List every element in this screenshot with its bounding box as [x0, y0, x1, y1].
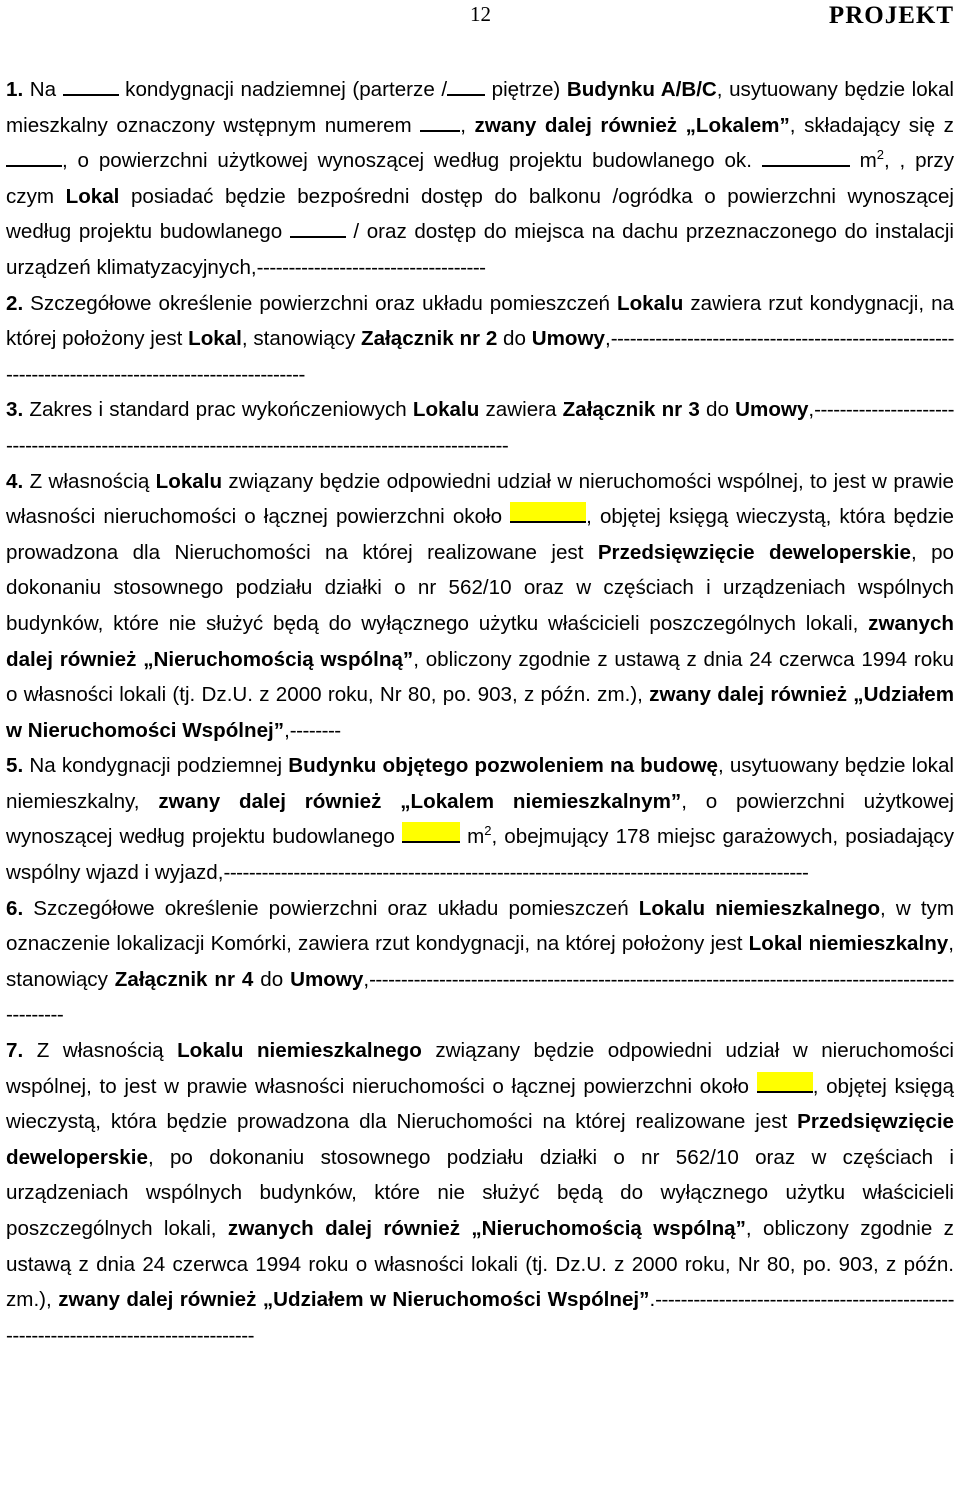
bold-term: Lokal niemieszkalny	[748, 932, 949, 956]
paragraph-text: do	[497, 327, 532, 351]
paragraph-5	[6, 748, 954, 890]
paragraph-text: , o powierzchni użytkowej wynoszącej według projektu budowlanego ok.	[62, 149, 762, 173]
paragraph-2	[6, 286, 954, 393]
blank-field	[63, 75, 119, 96]
paragraph-text: Na kondygnacji podziemnej	[23, 754, 289, 778]
paragraph-7	[6, 1033, 954, 1353]
bold-term: zwany dalej również „Udziałem w Nieruchomości Wspólnej”	[6, 683, 955, 742]
paragraph-text: do	[253, 967, 291, 991]
paragraph-text: , obliczony zgodnie z ustawą z dnia 24 czerwca 1994 roku o własności lokali (tj. Dz.U. z 2000 roku, Nr 80, po. 903, z późn. zm.),	[6, 1217, 954, 1312]
bold-term: Lokalu	[412, 398, 480, 422]
paragraph-text: , objętej księgą wieczystą, która będzie prowadzona dla Nieruchomości na której realizowane jest	[6, 1074, 954, 1134]
blank-field	[6, 146, 62, 167]
paragraph-text: do	[699, 398, 736, 422]
paragraph-text: , po dokonaniu stosownego podziału działki o nr 562/10 oraz w częściach i urządzeniach wspólnych budynków, które nie służyć będą do wyłącznego użytku właścicieli poszczególnych lokali,	[6, 540, 954, 635]
blank-field	[447, 75, 485, 96]
paragraph-6	[6, 891, 954, 1033]
bold-term: Lokal	[188, 327, 242, 351]
paragraph-text: kondygnacji nadziemnej (parterze /	[118, 78, 448, 101]
draft-stamp: PROJEKT	[828, 2, 954, 29]
paragraph-number: 3.	[6, 398, 24, 422]
bold-term: Umowy	[531, 327, 605, 351]
dash-filler: ------------------------------------	[256, 255, 486, 279]
paragraph-text: , o powierzchni użytkowej wynoszącej według projektu budowlanego	[6, 789, 955, 849]
paragraph-text: Na	[23, 78, 63, 101]
paragraph-number: 5.	[6, 754, 24, 778]
paragraph-text: , w tym oznaczenie lokalizacji Komórki, zawiera rzut kondygnacji, na której położony jest	[6, 896, 954, 956]
paragraph-text: Z własnością	[23, 469, 156, 493]
page-number: 12	[470, 2, 491, 26]
paragraph-text: , usytuowany będzie lokal mieszkalny oznaczony wstępnym numerem	[6, 78, 954, 137]
paragraph-number: 4.	[6, 469, 24, 493]
paragraph-text: ,	[604, 327, 611, 351]
bold-term: Lokalu	[155, 469, 223, 493]
dash-filler: -----------------------------------------------------------------------------------------------------	[6, 398, 955, 457]
bold-term: Lokal	[65, 184, 120, 208]
bold-term: Przedsięwzięcie deweloperskie	[597, 540, 911, 564]
dash-filler: -----------------------------------------------------------------------------------------------------	[6, 967, 954, 1027]
bold-term: Załącznik nr 2	[361, 327, 498, 351]
paragraph-text: .	[649, 1288, 656, 1312]
bold-term: zwany dalej również „Lokalem”	[474, 113, 790, 137]
dash-filler: --------------------------------------------------------------------------------------	[6, 1288, 954, 1347]
paragraph-text: , po dokonaniu stosownego podziału działki o nr 562/10 oraz w częściach i urządzeniach wspólnych budynków, które nie służyć będą do wyłącznego użytku właścicieli poszczególnych lokali,	[6, 1145, 954, 1240]
paragraph-text: , obejmujący 178 miejsc garażowych, posiadający wspólny wjazd i wyjazd,	[6, 825, 954, 885]
paragraph-text: , obliczony zgodnie z ustawą z dnia 24 czerwca 1994 roku o własności lokali (tj. Dz.U. z 2000 roku, Nr 80, po. 903, z późn. zm.),	[6, 647, 954, 707]
superscript: 2	[484, 823, 492, 839]
paragraph-text: , składający się z	[789, 113, 954, 137]
paragraph-number: 1.	[6, 78, 24, 101]
dash-filler: --------	[289, 718, 341, 742]
highlighted-blank-field	[402, 822, 460, 843]
paragraph-text: zawiera	[479, 398, 563, 422]
bold-term: Umowy	[735, 398, 809, 422]
paragraph-text: posiadać będzie bezpośredni dostęp do balkonu /ogródka o powierzchni wynoszącej według projektu budowlanego	[6, 184, 954, 244]
bold-term: Budynku objętego pozwoleniem na budowę	[288, 754, 718, 778]
highlighted-blank-field	[757, 1072, 813, 1093]
bold-term: Budynku A/B/C	[566, 78, 717, 101]
bold-term: Załącznik nr 4	[114, 967, 254, 991]
bold-term: Przedsięwzięcie deweloperskie	[6, 1110, 954, 1169]
paragraph-text: , usytuowany będzie lokal niemieszkalny,	[6, 754, 955, 813]
paragraph-number: 2.	[6, 291, 24, 315]
paragraph-text: , , przy czym	[6, 149, 954, 208]
paragraph-1	[6, 72, 954, 286]
paragraph-text: , stanowiący	[241, 327, 362, 351]
paragraph-text: ,	[363, 967, 370, 991]
dash-filler: --------------------------------------------------------------------------------------------	[223, 861, 809, 885]
paragraph-text: Zakres i standard prac wykończeniowych	[23, 398, 413, 422]
paragraph-text: , objętej księgą wieczystą, która będzie prowadzona dla Nieruchomości na której realizowane jest	[6, 505, 954, 564]
paragraph-text: zawiera rzut kondygnacji, na której położony jest	[6, 291, 954, 351]
blank-field	[420, 111, 460, 132]
paragraph-text: / oraz dostęp do miejsca na dachu przeznaczonego do instalacji urządzeń klimatyzacyjnych,	[6, 220, 954, 279]
blank-field	[762, 146, 850, 167]
dash-filler: -----------------------------------------------------------------------------------------------------	[6, 327, 955, 386]
bold-term: Lokalu niemieszkalnego	[177, 1039, 422, 1063]
paragraph-text: Szczegółowe określenie powierzchni oraz układu pomieszczeń	[23, 896, 639, 920]
paragraph-text: m	[849, 149, 877, 173]
bold-term: Umowy	[290, 967, 364, 991]
paragraph-text: m	[459, 825, 485, 849]
superscript: 2	[876, 147, 884, 163]
bold-term: zwany dalej również „Lokalem niemieszkalnym”	[158, 789, 682, 813]
paragraph-4	[6, 464, 954, 749]
paragraph-number: 6.	[6, 896, 24, 920]
paragraph-text: piętrze)	[485, 78, 567, 101]
paragraph-text: związany będzie odpowiedni udział w nieruchomości wspólnej, to jest w prawie własności nieruchomości o łącznej powierzchni około	[6, 1039, 954, 1098]
paragraph-3	[6, 392, 954, 463]
bold-term: zwanych dalej również „Nieruchomością wspólną”	[6, 611, 954, 671]
bold-term: Załącznik nr 3	[562, 398, 700, 422]
paragraph-text: ,	[284, 718, 290, 742]
bold-term: Lokalu niemieszkalnego	[638, 896, 881, 920]
paragraph-text: ,	[460, 113, 475, 137]
document-body	[6, 72, 954, 1353]
bold-term: Lokalu	[616, 291, 684, 315]
highlighted-blank-field	[510, 502, 586, 523]
paragraph-text: związany będzie odpowiedni udział w nieruchomości wspólnej, to jest w prawie własności nieruchomości o łącznej powierzchni około	[6, 469, 954, 529]
bold-term: zwany dalej również „Udziałem w Nieruchomości Wspólnej”	[58, 1288, 650, 1312]
bold-term: zwanych dalej również „Nieruchomością wspólną”	[227, 1217, 746, 1240]
blank-field	[290, 217, 346, 238]
paragraph-text: Z własnością	[23, 1039, 178, 1063]
paragraph-text: , stanowiący	[6, 932, 954, 991]
paragraph-text: ,	[808, 398, 815, 422]
paragraph-text: Szczegółowe określenie powierzchni oraz układu pomieszczeń	[23, 291, 617, 315]
paragraph-number: 7.	[6, 1039, 24, 1063]
